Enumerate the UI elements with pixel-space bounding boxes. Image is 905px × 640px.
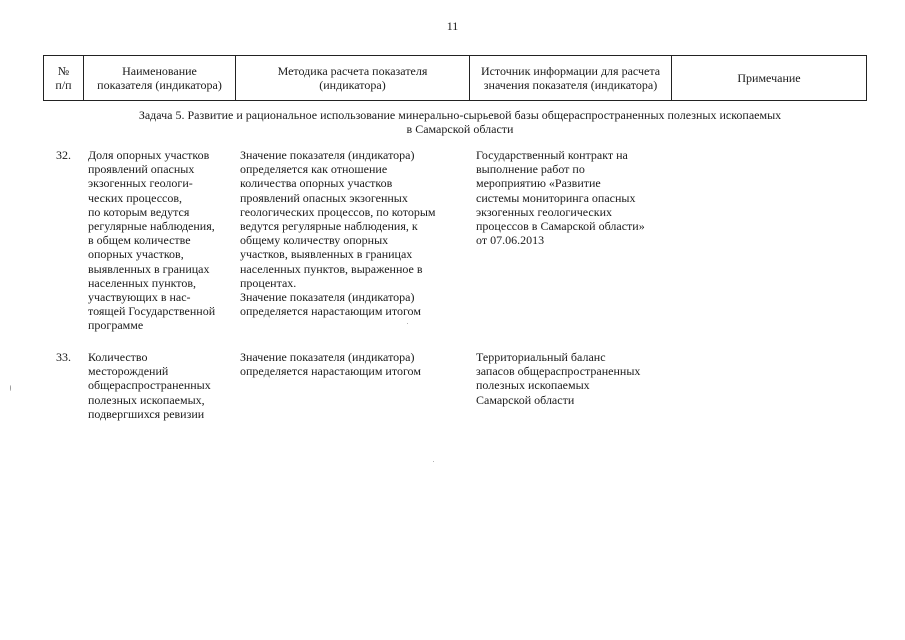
scan-speck bbox=[10, 385, 11, 391]
calculation-method: Значение показателя (индикатора) определяется нарастающим итогом bbox=[240, 350, 421, 379]
information-source: Государственный контракт на выполнение работ по мероприятию «Развитие системы мониторинга опасных экзогенных геологических процессов в Самарской области» от 07.06.2013 bbox=[476, 148, 645, 248]
table-header bbox=[43, 55, 867, 101]
header-indicator-name: Наименование показателя (индикатора) bbox=[84, 56, 236, 101]
indicator-name: Доля опорных участков проявлений опасных экзогенных геологи- ческих процессов, по которым ведутся регулярные наблюдения, в общем количестве опорных участков, выявленных в границах населенных пунктов, участвующих в нас- тоящей Государственной программе bbox=[88, 148, 216, 333]
row-number: 33. bbox=[56, 350, 71, 364]
calculation-method: Значение показателя (индикатора) определяется как отношение количества опорных участков проявлений опасных экзогенных геологических процессов, по которым ведутся регулярные наблюдения, к общему количеству опорных участков, выявленных в границах населенных пунктов, выраженное в процентах. Значение показателя (индикатора) определяется нарастающим итогом bbox=[240, 148, 436, 319]
header-information-source: Источник информации для расчета значения показателя (индикатора) bbox=[470, 56, 672, 101]
header-number: № п/п bbox=[44, 56, 84, 101]
header-calculation-method: Методика расчета показателя (индикатора) bbox=[236, 56, 470, 101]
information-source: Территориальный баланс запасов общераспространенных полезных ископаемых Самарской области bbox=[476, 350, 641, 407]
indicator-name: Количество месторождений общераспространенных полезных ископаемых, подвергшихся ревизии bbox=[88, 350, 211, 421]
row-number: 32. bbox=[56, 148, 71, 162]
scan-speck bbox=[407, 323, 408, 324]
header-note: Примечание bbox=[672, 56, 867, 101]
scan-speck bbox=[433, 461, 434, 462]
page-number: 11 bbox=[446, 19, 459, 33]
task-title: Задача 5. Развитие и рациональное использование минерально-сырьевой базы общераспространенных полезных ископаемых в Самарской области bbox=[138, 108, 782, 136]
